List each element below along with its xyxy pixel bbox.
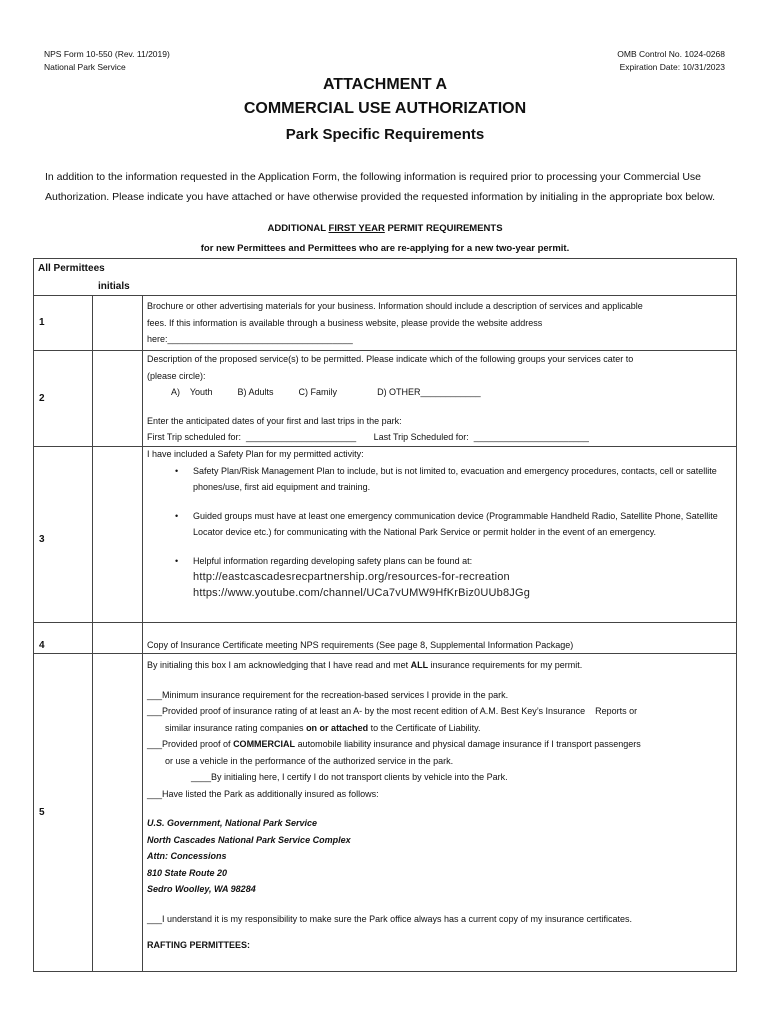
first-year-underline: FIRST YEAR: [328, 223, 385, 234]
section-heading: ADDITIONAL FIRST YEAR PERMIT REQUIREMENTS: [267, 223, 503, 234]
column-divider: [142, 295, 143, 971]
requirements-table: [33, 258, 737, 972]
initials-label: initials: [98, 281, 130, 292]
rafting-permittees-heading: RAFTING PERMITTEES:: [147, 940, 250, 950]
section-subheading: for new Permittees and Permittees who are re-applying for a new two-year permit.: [200, 243, 570, 254]
row-1-text: Brochure or other advertising materials for your business. Information should include a description of services and applicable fees. If this information is available through a business website, please provide the website address here:_____________________________________: [147, 301, 643, 344]
trip-dates: First Trip scheduled for: ______________________ Last Trip Scheduled for: _______________________: [147, 432, 589, 442]
row-number-1: 1: [39, 317, 45, 328]
row-number-3: 3: [39, 534, 45, 545]
initials-box-1[interactable]: [93, 296, 142, 350]
initials-box-3[interactable]: [93, 447, 142, 622]
row-number-2: 2: [39, 393, 45, 404]
insurance-item-additional-insured: ___Have listed the Park as additionally insured as follows:: [147, 788, 379, 799]
insured-address: U.S. Government, National Park Service North Cascades National Park Service Complex Attn: Concessions 810 State Route 20 Sedro Woolley, WA 98284: [147, 818, 351, 894]
title-requirements: Park Specific Requirements: [285, 126, 485, 143]
safety-plan-bullet: • Safety Plan/Risk Management Plan to include, but is not limited to, evacuation and emergency procedures, contacts, cell or satellite phones/use, first aid equipment and training.: [147, 463, 732, 496]
form-header-right: [617, 48, 725, 74]
row-number-4: 4: [39, 640, 45, 651]
communication-bullet: • Guided groups must have at least one emergency communication device (Programmable Handheld Radio, Satellite Phone, Satellite Locator device etc.) for communicating with the National Park Service or permit holder in the event of an emergency.: [147, 508, 732, 541]
row-number-5: 5: [39, 807, 45, 818]
no-transport-certify: ____By initialing here, I certify I do not transport clients by vehicle into the Park.: [191, 772, 508, 782]
link-youtube[interactable]: https://www.youtube.com/channel/UCa7vUMW9HfKrBiz0UUb8JGg: [193, 587, 531, 599]
initials-box-5[interactable]: [93, 654, 142, 972]
row-2-text: Description of the proposed service(s) to be permitted. Please indicate which of the following groups your services cater to (please circle): A) Youth B) Adults C) Family D) OTHER____________ Enter the anticipated dates of your first and last trips in the park: First Trip scheduled for: ______________________ Last Trip Scheduled for: _______________________: [147, 351, 732, 446]
link-east-cascades[interactable]: http://eastcascadesrecpartnership.org/resources-for-recreation: [193, 571, 510, 583]
insurance-item-responsibility: ___I understand it is my responsibility to make sure the Park office always has a current copy of my insurance certificates.: [147, 913, 633, 924]
helpful-info-bullet: • Helpful information regarding developing safety plans can be found at:: [147, 553, 732, 570]
form-header-left: [44, 48, 170, 74]
intro-paragraph: In addition to the information requested in the Application Form, the following information is required prior to processing your Commercial Use Authorization. Please indicate you have attached or have otherwise provided the requested information by initialing in the appropriate box below.: [45, 171, 716, 203]
insurance-item-rating: ___Provided proof of insurance rating of at least an A- by the most recent edition of A.M. Best Key’s Insurance Reports or: [147, 706, 638, 716]
row-3-text: I have included a Safety Plan for my permitted activity: • Safety Plan/Risk Management Plan to include, but is not limited to, evacuation and emergency procedures, contacts, cell or satellite phones/use, first aid equipment and training. • Guided groups must have at least one emergency communication device (Programmable Handheld Radio, Satellite Phone, Satellite Locator device etc.) for communicating with the National Park Service or permit holder in the event of an emergency. • Helpful information regarding developing safety plans can be found at: http://eastcascadesrecpartnership.org/resources-for-recreation https://www.youtube.com/channel/UCa7vUMW9HfKrBiz0UUb8JGg: [147, 446, 732, 601]
all-permittees-label: All Permittees: [38, 263, 105, 274]
omb-control: OMB Control No. 1024-0268: [617, 49, 725, 59]
row-5-text: By initialing this box I am acknowledging that I have read and met ALL insurance requirements for my permit. ___Minimum insurance requirement for the recreation-based services I provide in the park. ___Provided proof of insurance rating of at least an A- by the most recent edition of A.M. Best Key’s Insurance Reports or similar insurance rating companies on or attached to the Certificate of Liability. ___Provided proof of COMMERCIAL automobile liability insurance and physical damage insurance if I transport passengers or use a vehicle in the performance of the authorized service in the park. ____By initialing here, I certify I do not transport clients by vehicle into the Park. ___Have listed the Park as additionally insured as follows: U.S. Government, National Park Service North Cascades National Park Service Complex Attn: Concessions 810 State Route 20 Sedro Woolley, WA 98284 ___I understand it is my responsibility to make sure the Park office always has a current copy of my insurance certificates. RAFTING PERMITTEES:: [147, 657, 732, 954]
initials-box-2[interactable]: [93, 351, 142, 446]
title-authorization: COMMERCIAL USE AUTHORIZATION: [243, 100, 527, 117]
insurance-item-minimum: ___Minimum insurance requirement for the recreation-based services I provide in the park.: [147, 689, 509, 700]
form-id: NPS Form 10-550 (Rev. 11/2019): [44, 49, 170, 59]
initials-box-4[interactable]: [93, 623, 142, 653]
row-4-text: Copy of Insurance Certificate meeting NPS requirements (See page 8, Supplemental Information Package): [147, 640, 574, 650]
group-options: A) Youth B) Adults C) Family D) OTHER____________: [171, 387, 481, 397]
insurance-item-auto: ___Provided proof of COMMERCIAL automobile liability insurance and physical damage insurance if I transport passengers: [147, 739, 641, 749]
expiration-date: Expiration Date: 10/31/2023: [619, 62, 725, 72]
agency-name: National Park Service: [44, 62, 126, 72]
title-attachment: ATTACHMENT A: [322, 76, 448, 93]
